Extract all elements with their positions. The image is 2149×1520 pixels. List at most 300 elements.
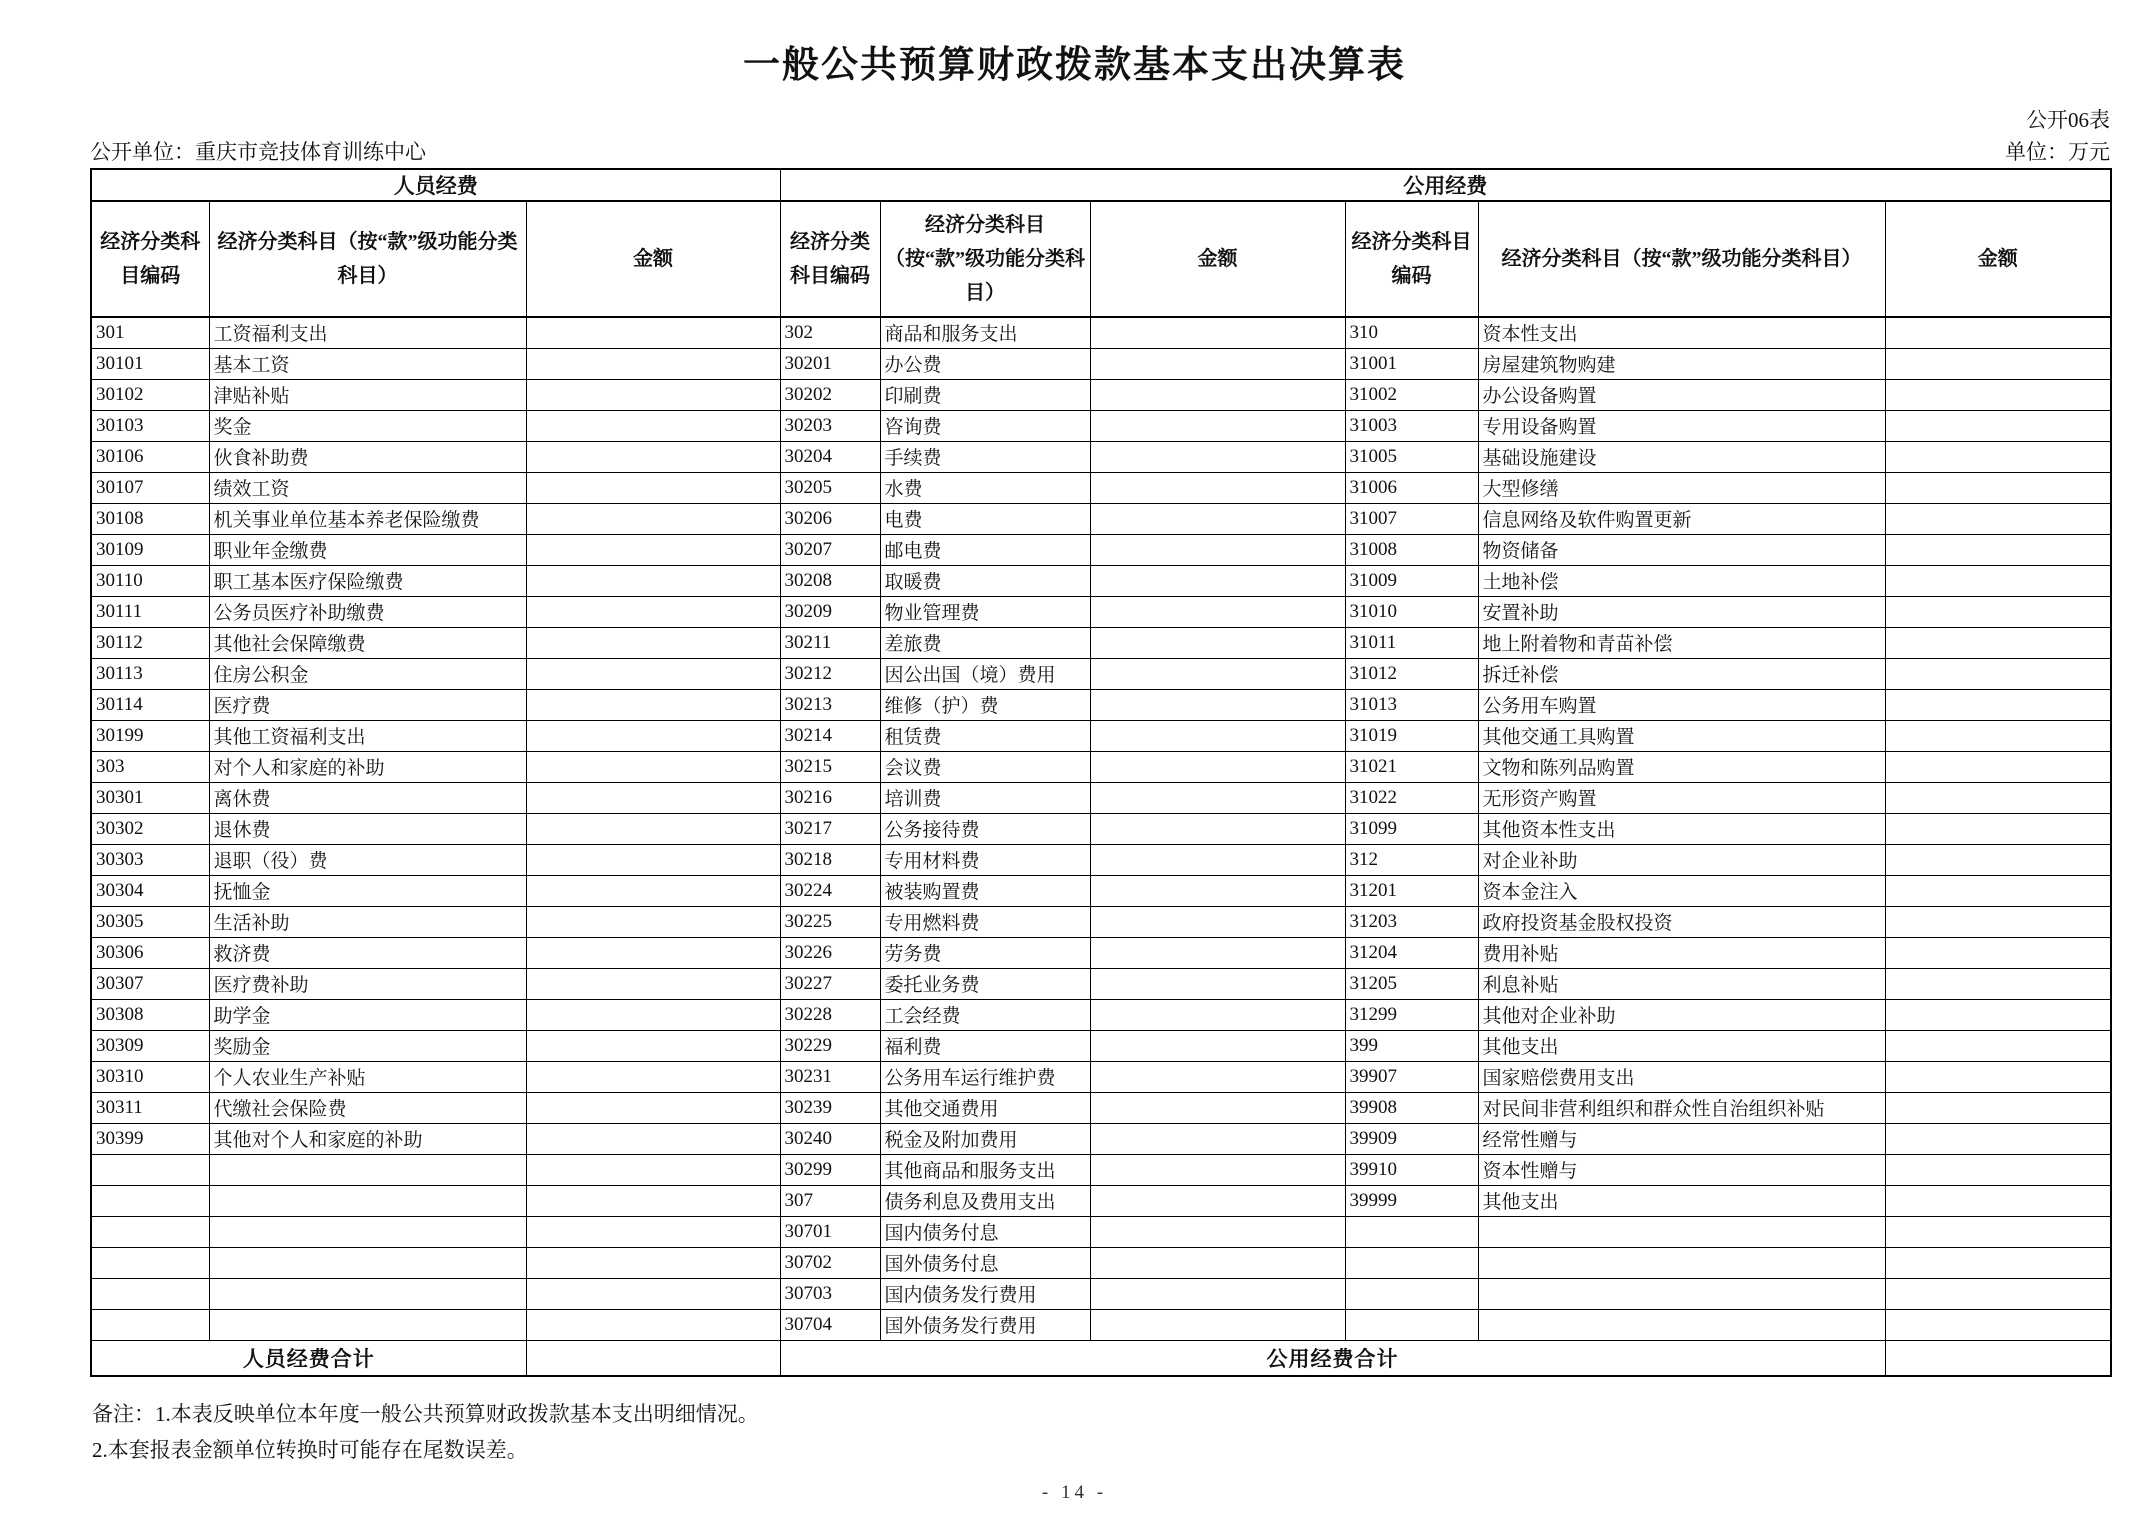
cell-code: 30311: [91, 1092, 209, 1123]
cell-subject: 债务利息及费用支出: [880, 1185, 1090, 1216]
cell-code: 30303: [91, 844, 209, 875]
cell-code: 31003: [1345, 410, 1478, 441]
cell-code: 31201: [1345, 875, 1478, 906]
cell-code: 399: [1345, 1030, 1478, 1061]
cell-amount: [1885, 317, 2111, 348]
cell-code: 31205: [1345, 968, 1478, 999]
cell-amount: [526, 1092, 780, 1123]
cell-amount: [1090, 937, 1345, 968]
cell-code: 303: [91, 751, 209, 782]
cell-subject: 电费: [880, 503, 1090, 534]
cell-amount: [1885, 1247, 2111, 1278]
cell-subject: 信息网络及软件购置更新: [1478, 503, 1885, 534]
cell-amount: [1885, 348, 2111, 379]
cell-subject: [209, 1154, 526, 1185]
cell-subject: 其他交通工具购置: [1478, 720, 1885, 751]
table-row: [91, 534, 2111, 565]
table-row: [91, 658, 2111, 689]
cell-code: 30702: [780, 1247, 880, 1278]
cell-subject: 个人农业生产补贴: [209, 1061, 526, 1092]
cell-amount: [1090, 1247, 1345, 1278]
cell-code: 30306: [91, 937, 209, 968]
cell-amount: [1090, 1061, 1345, 1092]
cell-amount: [1885, 627, 2111, 658]
table-row: [91, 1061, 2111, 1092]
cell-subject: 办公设备购置: [1478, 379, 1885, 410]
personnel-total-label: 人员经费合计: [91, 1340, 526, 1376]
cell-code: 30226: [780, 937, 880, 968]
cell-amount: [1090, 379, 1345, 410]
table-row: [91, 720, 2111, 751]
cell-amount: [1885, 875, 2111, 906]
table-row: [91, 1154, 2111, 1185]
cell-code: 30106: [91, 441, 209, 472]
cell-subject: 国外债务发行费用: [880, 1309, 1090, 1340]
cell-code: 30205: [780, 472, 880, 503]
cell-code: 39907: [1345, 1061, 1478, 1092]
cell-subject: 会议费: [880, 751, 1090, 782]
cell-amount: [1090, 906, 1345, 937]
cell-code: 30110: [91, 565, 209, 596]
cell-amount: [1090, 751, 1345, 782]
cell-code: 30208: [780, 565, 880, 596]
budget-table: [90, 168, 2112, 1377]
table-row: [91, 1309, 2111, 1340]
cell-subject: 其他支出: [1478, 1030, 1885, 1061]
cell-subject: 取暖费: [880, 565, 1090, 596]
cell-amount: [1885, 844, 2111, 875]
table-row: [91, 565, 2111, 596]
cell-amount: [1090, 689, 1345, 720]
cell-subject: 专用燃料费: [880, 906, 1090, 937]
cell-code: 31019: [1345, 720, 1478, 751]
cell-subject: 办公费: [880, 348, 1090, 379]
col-header-code-2: 经济分类科目编码: [780, 201, 880, 317]
cell-code: 30212: [780, 658, 880, 689]
cell-code: 30109: [91, 534, 209, 565]
public-total-amount: [1885, 1340, 2111, 1376]
footnotes: [92, 1396, 759, 1468]
cell-code: [91, 1185, 209, 1216]
cell-code: 30301: [91, 782, 209, 813]
cell-subject: 手续费: [880, 441, 1090, 472]
cell-amount: [526, 503, 780, 534]
cell-amount: [526, 534, 780, 565]
column-header-row: [91, 201, 2111, 317]
cell-subject: 大型修缮: [1478, 472, 1885, 503]
col-header-amount-2: 金额: [1090, 201, 1345, 317]
cell-code: [91, 1216, 209, 1247]
cell-code: 30307: [91, 968, 209, 999]
cell-code: 302: [780, 317, 880, 348]
table-row: [91, 472, 2111, 503]
cell-code: [1345, 1247, 1478, 1278]
col-header-amount-3: 金额: [1885, 201, 2111, 317]
cell-subject: 公务用车运行维护费: [880, 1061, 1090, 1092]
public-total-label: 公用经费合计: [780, 1340, 1885, 1376]
cell-subject: 水费: [880, 472, 1090, 503]
cell-amount: [526, 782, 780, 813]
table-row: [91, 999, 2111, 1030]
table-row: [91, 875, 2111, 906]
cell-amount: [526, 1278, 780, 1309]
cell-amount: [526, 348, 780, 379]
cell-amount: [1885, 565, 2111, 596]
cell-subject: 劳务费: [880, 937, 1090, 968]
cell-subject: 奖励金: [209, 1030, 526, 1061]
cell-subject: [1478, 1247, 1885, 1278]
group-header-public: 公用经费: [780, 169, 2111, 201]
cell-code: 30225: [780, 906, 880, 937]
cell-subject: 其他交通费用: [880, 1092, 1090, 1123]
cell-amount: [526, 1030, 780, 1061]
cell-code: 30239: [780, 1092, 880, 1123]
cell-subject: [209, 1185, 526, 1216]
col-header-amount-1: 金额: [526, 201, 780, 317]
cell-amount: [1885, 472, 2111, 503]
cell-code: 30228: [780, 999, 880, 1030]
cell-amount: [1090, 782, 1345, 813]
cell-code: 307: [780, 1185, 880, 1216]
cell-code: 39909: [1345, 1123, 1478, 1154]
cell-code: 30111: [91, 596, 209, 627]
cell-amount: [1090, 441, 1345, 472]
cell-code: 30224: [780, 875, 880, 906]
table-row: [91, 1123, 2111, 1154]
cell-amount: [1885, 1061, 2111, 1092]
table-row: [91, 968, 2111, 999]
cell-amount: [1885, 1092, 2111, 1123]
cell-subject: [209, 1216, 526, 1247]
cell-amount: [1090, 658, 1345, 689]
cell-code: 30231: [780, 1061, 880, 1092]
cell-amount: [526, 999, 780, 1030]
cell-code: 30215: [780, 751, 880, 782]
cell-subject: 医疗费补助: [209, 968, 526, 999]
cell-code: 30113: [91, 658, 209, 689]
cell-code: 30211: [780, 627, 880, 658]
cell-amount: [1090, 348, 1345, 379]
cell-code: 31009: [1345, 565, 1478, 596]
cell-amount: [526, 1216, 780, 1247]
cell-subject: 委托业务费: [880, 968, 1090, 999]
table-row: [91, 1092, 2111, 1123]
cell-subject: 差旅费: [880, 627, 1090, 658]
cell-subject: 生活补助: [209, 906, 526, 937]
cell-amount: [1090, 410, 1345, 441]
cell-code: 30703: [780, 1278, 880, 1309]
cell-amount: [526, 1185, 780, 1216]
table-row: [91, 689, 2111, 720]
table-row: [91, 844, 2111, 875]
cell-amount: [526, 844, 780, 875]
cell-subject: 住房公积金: [209, 658, 526, 689]
cell-amount: [1885, 503, 2111, 534]
cell-subject: 助学金: [209, 999, 526, 1030]
cell-subject: 经常性赠与: [1478, 1123, 1885, 1154]
cell-amount: [1090, 1185, 1345, 1216]
table-row: [91, 441, 2111, 472]
cell-amount: [1885, 658, 2111, 689]
cell-amount: [1885, 596, 2111, 627]
cell-subject: 奖金: [209, 410, 526, 441]
cell-amount: [526, 906, 780, 937]
cell-subject: 福利费: [880, 1030, 1090, 1061]
cell-code: 39908: [1345, 1092, 1478, 1123]
cell-code: 30304: [91, 875, 209, 906]
cell-code: [91, 1278, 209, 1309]
table-row: [91, 751, 2111, 782]
cell-subject: 绩效工资: [209, 472, 526, 503]
col-header-code-1: 经济分类科目编码: [91, 201, 209, 317]
cell-subject: 机关事业单位基本养老保险缴费: [209, 503, 526, 534]
cell-amount: [1885, 720, 2111, 751]
table-row: [91, 379, 2111, 410]
table-row: [91, 906, 2111, 937]
cell-amount: [526, 379, 780, 410]
cell-subject: 费用补贴: [1478, 937, 1885, 968]
cell-code: 30227: [780, 968, 880, 999]
cell-code: 30114: [91, 689, 209, 720]
cell-amount: [526, 472, 780, 503]
cell-code: 30206: [780, 503, 880, 534]
cell-subject: 安置补助: [1478, 596, 1885, 627]
cell-amount: [1885, 1123, 2111, 1154]
cell-amount: [1090, 534, 1345, 565]
cell-subject: 国外债务付息: [880, 1247, 1090, 1278]
table-row: [91, 1247, 2111, 1278]
cell-amount: [526, 627, 780, 658]
cell-code: 30701: [780, 1216, 880, 1247]
cell-subject: 其他工资福利支出: [209, 720, 526, 751]
cell-amount: [526, 596, 780, 627]
cell-subject: 维修（护）费: [880, 689, 1090, 720]
cell-amount: [1885, 968, 2111, 999]
cell-code: 31299: [1345, 999, 1478, 1030]
cell-subject: 其他对个人和家庭的补助: [209, 1123, 526, 1154]
cell-code: 30107: [91, 472, 209, 503]
cell-subject: 代缴社会保险费: [209, 1092, 526, 1123]
col-header-subject-3: 经济分类科目（按“款”级功能分类科目）: [1478, 201, 1885, 317]
cell-subject: 资本金注入: [1478, 875, 1885, 906]
cell-subject: 退职（役）费: [209, 844, 526, 875]
cell-subject: 职业年金缴费: [209, 534, 526, 565]
cell-code: 31013: [1345, 689, 1478, 720]
cell-amount: [1885, 1185, 2111, 1216]
cell-code: 31022: [1345, 782, 1478, 813]
cell-amount: [1885, 937, 2111, 968]
group-header-row: [91, 169, 2111, 201]
cell-subject: [209, 1309, 526, 1340]
cell-subject: 房屋建筑物购建: [1478, 348, 1885, 379]
cell-amount: [1090, 1278, 1345, 1309]
cell-code: 31001: [1345, 348, 1478, 379]
cell-subject: 因公出国（境）费用: [880, 658, 1090, 689]
cell-subject: 资本性支出: [1478, 317, 1885, 348]
cell-subject: [209, 1278, 526, 1309]
cell-code: 30310: [91, 1061, 209, 1092]
cell-code: 39910: [1345, 1154, 1478, 1185]
cell-code: 31204: [1345, 937, 1478, 968]
cell-amount: [1090, 968, 1345, 999]
cell-subject: 工会经费: [880, 999, 1090, 1030]
cell-subject: 被装购置费: [880, 875, 1090, 906]
cell-subject: 无形资产购置: [1478, 782, 1885, 813]
cell-subject: 利息补贴: [1478, 968, 1885, 999]
cell-amount: [526, 751, 780, 782]
cell-amount: [526, 689, 780, 720]
table-body: [91, 317, 2111, 1340]
cell-code: 30305: [91, 906, 209, 937]
footnote-1: 备注：1.本表反映单位本年度一般公共预算财政拨款基本支出明细情况。: [92, 1402, 759, 1426]
cell-code: 30209: [780, 596, 880, 627]
cell-code: 30299: [780, 1154, 880, 1185]
table-row: [91, 627, 2111, 658]
cell-code: 30108: [91, 503, 209, 534]
cell-amount: [526, 658, 780, 689]
cell-amount: [1090, 1092, 1345, 1123]
col-header-subject-1: 经济分类科目（按“款”级功能分类科目）: [209, 201, 526, 317]
cell-amount: [526, 565, 780, 596]
table-row: [91, 1216, 2111, 1247]
cell-code: 39999: [1345, 1185, 1478, 1216]
col-header-code-3: 经济分类科目编码: [1345, 201, 1478, 317]
cell-code: 31008: [1345, 534, 1478, 565]
cell-amount: [1885, 1030, 2111, 1061]
table-row: [91, 782, 2111, 813]
cell-amount: [1090, 503, 1345, 534]
group-header-personnel: 人员经费: [91, 169, 780, 201]
cell-code: 30199: [91, 720, 209, 751]
cell-subject: 公务用车购置: [1478, 689, 1885, 720]
cell-subject: 其他商品和服务支出: [880, 1154, 1090, 1185]
cell-code: 30103: [91, 410, 209, 441]
cell-code: [91, 1309, 209, 1340]
cell-code: 30229: [780, 1030, 880, 1061]
cell-code: [1345, 1216, 1478, 1247]
cell-subject: 咨询费: [880, 410, 1090, 441]
cell-code: 30309: [91, 1030, 209, 1061]
cell-subject: 专用设备购置: [1478, 410, 1885, 441]
table-row: [91, 348, 2111, 379]
cell-amount: [1090, 565, 1345, 596]
cell-subject: 物业管理费: [880, 596, 1090, 627]
cell-amount: [1885, 1154, 2111, 1185]
cell-code: 30213: [780, 689, 880, 720]
personnel-total-amount: [526, 1340, 780, 1376]
cell-code: 30201: [780, 348, 880, 379]
cell-amount: [526, 875, 780, 906]
cell-amount: [1090, 317, 1345, 348]
cell-subject: 其他资本性支出: [1478, 813, 1885, 844]
cell-code: 30217: [780, 813, 880, 844]
cell-code: 31002: [1345, 379, 1478, 410]
cell-amount: [1090, 813, 1345, 844]
cell-subject: 救济费: [209, 937, 526, 968]
table-row: [91, 813, 2111, 844]
footnote-2: 2.本套报表金额单位转换时可能存在尾数误差。: [92, 1438, 528, 1462]
cell-subject: 离休费: [209, 782, 526, 813]
table-row: [91, 317, 2111, 348]
cell-subject: 专用材料费: [880, 844, 1090, 875]
cell-subject: 职工基本医疗保险缴费: [209, 565, 526, 596]
cell-code: 31007: [1345, 503, 1478, 534]
cell-code: 30207: [780, 534, 880, 565]
cell-amount: [1090, 1216, 1345, 1247]
cell-amount: [1885, 379, 2111, 410]
table-row: [91, 1185, 2111, 1216]
cell-amount: [526, 441, 780, 472]
col-header-subject-2: 经济分类科目（按“款”级功能分类科目）: [880, 201, 1090, 317]
table-number: 公开06表: [2026, 108, 2110, 132]
totals-row: [91, 1340, 2111, 1376]
cell-subject: 印刷费: [880, 379, 1090, 410]
page-number: - 14 -: [1041, 1482, 1108, 1503]
cell-code: 30218: [780, 844, 880, 875]
cell-subject: 国内债务发行费用: [880, 1278, 1090, 1309]
cell-subject: 培训费: [880, 782, 1090, 813]
cell-subject: 地上附着物和青苗补偿: [1478, 627, 1885, 658]
table-row: [91, 410, 2111, 441]
cell-subject: 对民间非营利组织和群众性自治组织补贴: [1478, 1092, 1885, 1123]
cell-amount: [1090, 1030, 1345, 1061]
cell-subject: 政府投资基金股权投资: [1478, 906, 1885, 937]
table-row: [91, 503, 2111, 534]
cell-amount: [1885, 689, 2111, 720]
cell-subject: 退休费: [209, 813, 526, 844]
cell-code: 30203: [780, 410, 880, 441]
cell-amount: [526, 410, 780, 441]
publisher: 公开单位：重庆市竞技体育训练中心: [90, 140, 426, 164]
cell-amount: [1885, 1309, 2111, 1340]
cell-amount: [1885, 1216, 2111, 1247]
cell-amount: [1885, 999, 2111, 1030]
table-row: [91, 596, 2111, 627]
cell-amount: [1090, 1309, 1345, 1340]
cell-code: 31203: [1345, 906, 1478, 937]
cell-amount: [1885, 906, 2111, 937]
cell-subject: 租赁费: [880, 720, 1090, 751]
cell-amount: [1885, 1278, 2111, 1309]
cell-code: 30102: [91, 379, 209, 410]
cell-amount: [1885, 441, 2111, 472]
cell-subject: [1478, 1216, 1885, 1247]
cell-subject: 公务接待费: [880, 813, 1090, 844]
cell-subject: 基础设施建设: [1478, 441, 1885, 472]
cell-amount: [526, 720, 780, 751]
cell-amount: [526, 1123, 780, 1154]
unit-label: 单位：万元: [2005, 140, 2110, 164]
cell-subject: 国家赔偿费用支出: [1478, 1061, 1885, 1092]
cell-subject: [1478, 1278, 1885, 1309]
cell-amount: [1090, 720, 1345, 751]
cell-code: [1345, 1309, 1478, 1340]
table-row: [91, 1030, 2111, 1061]
cell-code: 30112: [91, 627, 209, 658]
cell-code: 31099: [1345, 813, 1478, 844]
cell-amount: [1885, 410, 2111, 441]
cell-subject: [209, 1247, 526, 1278]
cell-amount: [526, 1309, 780, 1340]
cell-subject: 其他支出: [1478, 1185, 1885, 1216]
cell-amount: [526, 317, 780, 348]
cell-amount: [1885, 782, 2111, 813]
cell-amount: [526, 1247, 780, 1278]
cell-code: 30216: [780, 782, 880, 813]
cell-subject: 邮电费: [880, 534, 1090, 565]
cell-code: 301: [91, 317, 209, 348]
cell-code: 310: [1345, 317, 1478, 348]
